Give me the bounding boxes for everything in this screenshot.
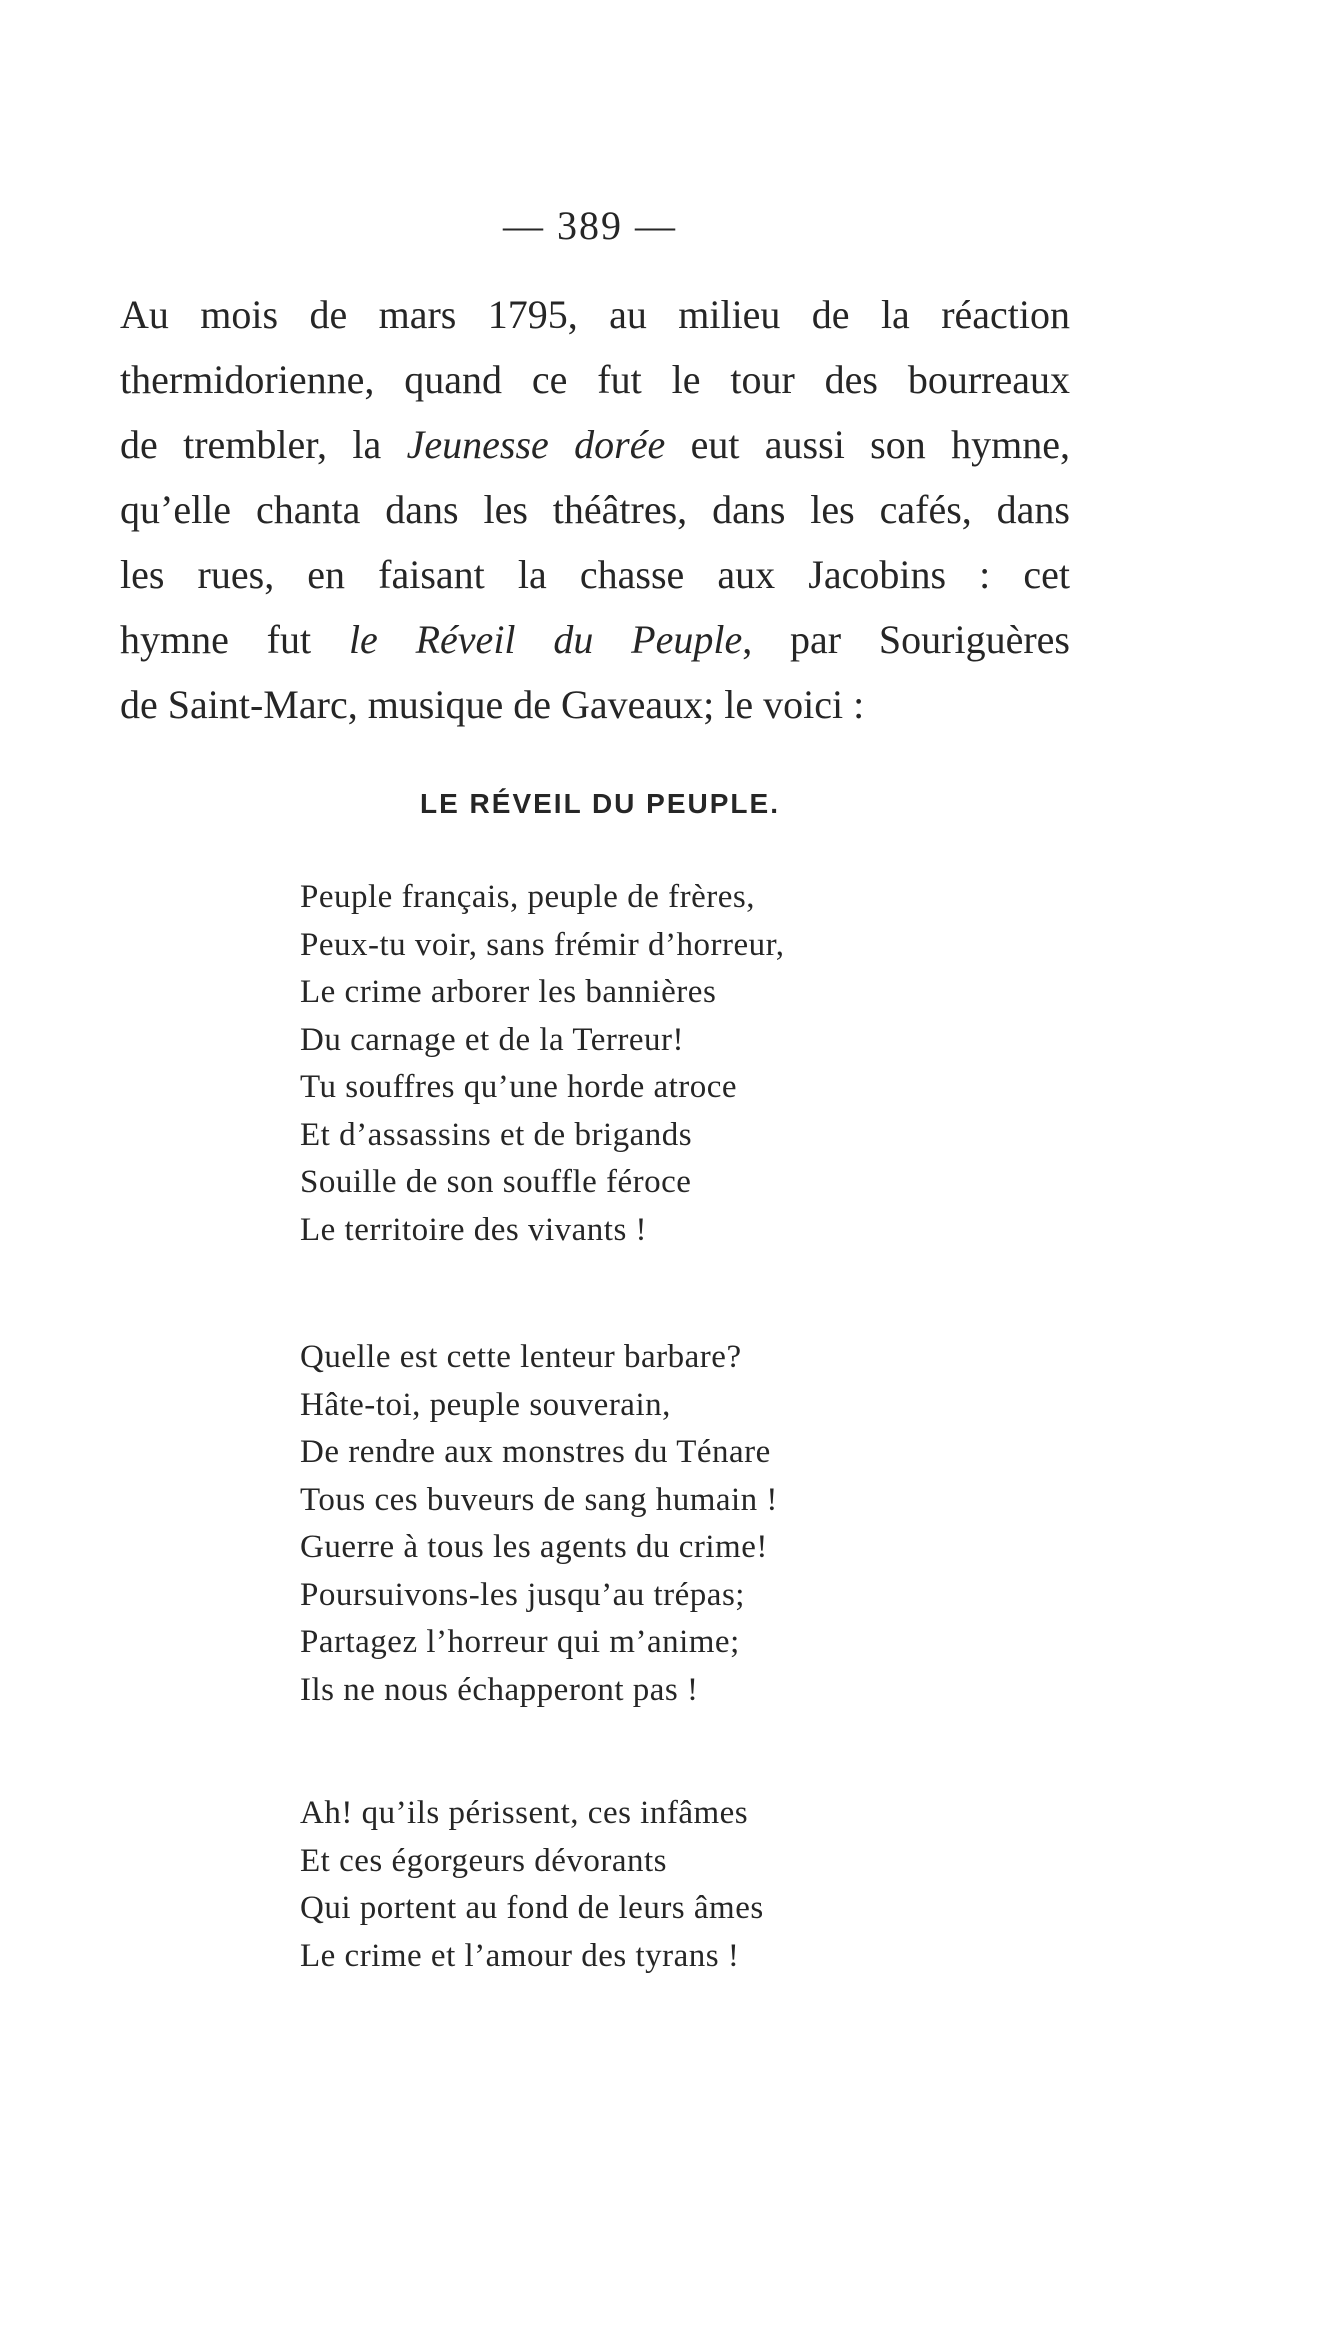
intro-line-1: Au mois de mars 1795, au milieu de la réaction: [120, 292, 1070, 337]
intro-line-6-text-a: hymne fut: [120, 617, 349, 662]
verse-line: Quelle est cette lenteur barbare?: [300, 1339, 742, 1375]
intro-line-6: [120, 607, 1070, 672]
verse-line: Guerre à tous les agents du crime!: [300, 1529, 768, 1565]
page-number: — 389 —: [503, 203, 677, 248]
verse-line: Du carnage et de la Terreur!: [300, 1021, 684, 1058]
intro-line-3-text-a: de trembler, la: [120, 422, 407, 467]
verse-line: Ah! qu’ils périssent, ces infâmes: [300, 1795, 749, 1831]
verse-line: De rendre aux monstres du Ténare: [300, 1434, 771, 1470]
stanza-1: [300, 874, 950, 1254]
intro-line-2: thermidorienne, quand ce fut le tour des bourreaux: [120, 357, 1070, 402]
verse-line: Peux-tu voir, sans frémir d’horreur,: [300, 926, 785, 963]
intro-line-5: les rues, en faisant la chasse aux Jacobins : cet: [120, 552, 1070, 597]
poem-title: LE RÉVEIL DU PEUPLE.: [420, 788, 780, 819]
verse-line: Le territoire des vivants !: [300, 1211, 648, 1248]
intro-line-7: de Saint-Marc, musique de Gaveaux; le voici :: [120, 682, 865, 727]
verse-line: Souille de son souffle féroce: [300, 1164, 692, 1200]
stanza-3: [300, 1790, 950, 1980]
verse-line: Poursuivons-les jusqu’au trépas;: [300, 1576, 745, 1613]
verse-line: Tous ces buveurs de sang humain !: [300, 1481, 778, 1518]
verse-line: Partagez l’horreur qui m’anime;: [300, 1624, 740, 1660]
intro-line-6-text-b: , par Souriguères: [742, 617, 1070, 662]
intro-line-3: [120, 412, 1070, 477]
stanza-2: [300, 1334, 950, 1714]
verse-line: Qui portent au fond de leurs âmes: [300, 1890, 764, 1926]
verse-line: Tu souffres qu’une horde atroce: [300, 1069, 738, 1105]
verse-line: Le crime et l’amour des tyrans !: [300, 1937, 740, 1974]
verse-line: Et d’assassins et de brigands: [300, 1116, 693, 1153]
verse-line: Ils ne nous échapperont pas !: [300, 1671, 699, 1708]
verse-line: Hâte-toi, peuple souverain,: [300, 1386, 671, 1423]
verse-line: Le crime arborer les bannières: [300, 974, 717, 1010]
jeunesse-doree-italic: Jeunesse dorée: [406, 422, 666, 467]
reveil-du-peuple-italic: le Réveil du Peuple: [348, 617, 743, 662]
verse-line: Peuple français, peuple de frères,: [300, 879, 755, 915]
intro-line-4: qu’elle chanta dans les théâtres, dans les cafés, dans: [120, 487, 1070, 532]
verse-line: Et ces égorgeurs dévorants: [300, 1842, 668, 1879]
intro-paragraph: [120, 282, 1070, 737]
intro-line-3-text-b: eut aussi son hymne,: [665, 422, 1070, 467]
